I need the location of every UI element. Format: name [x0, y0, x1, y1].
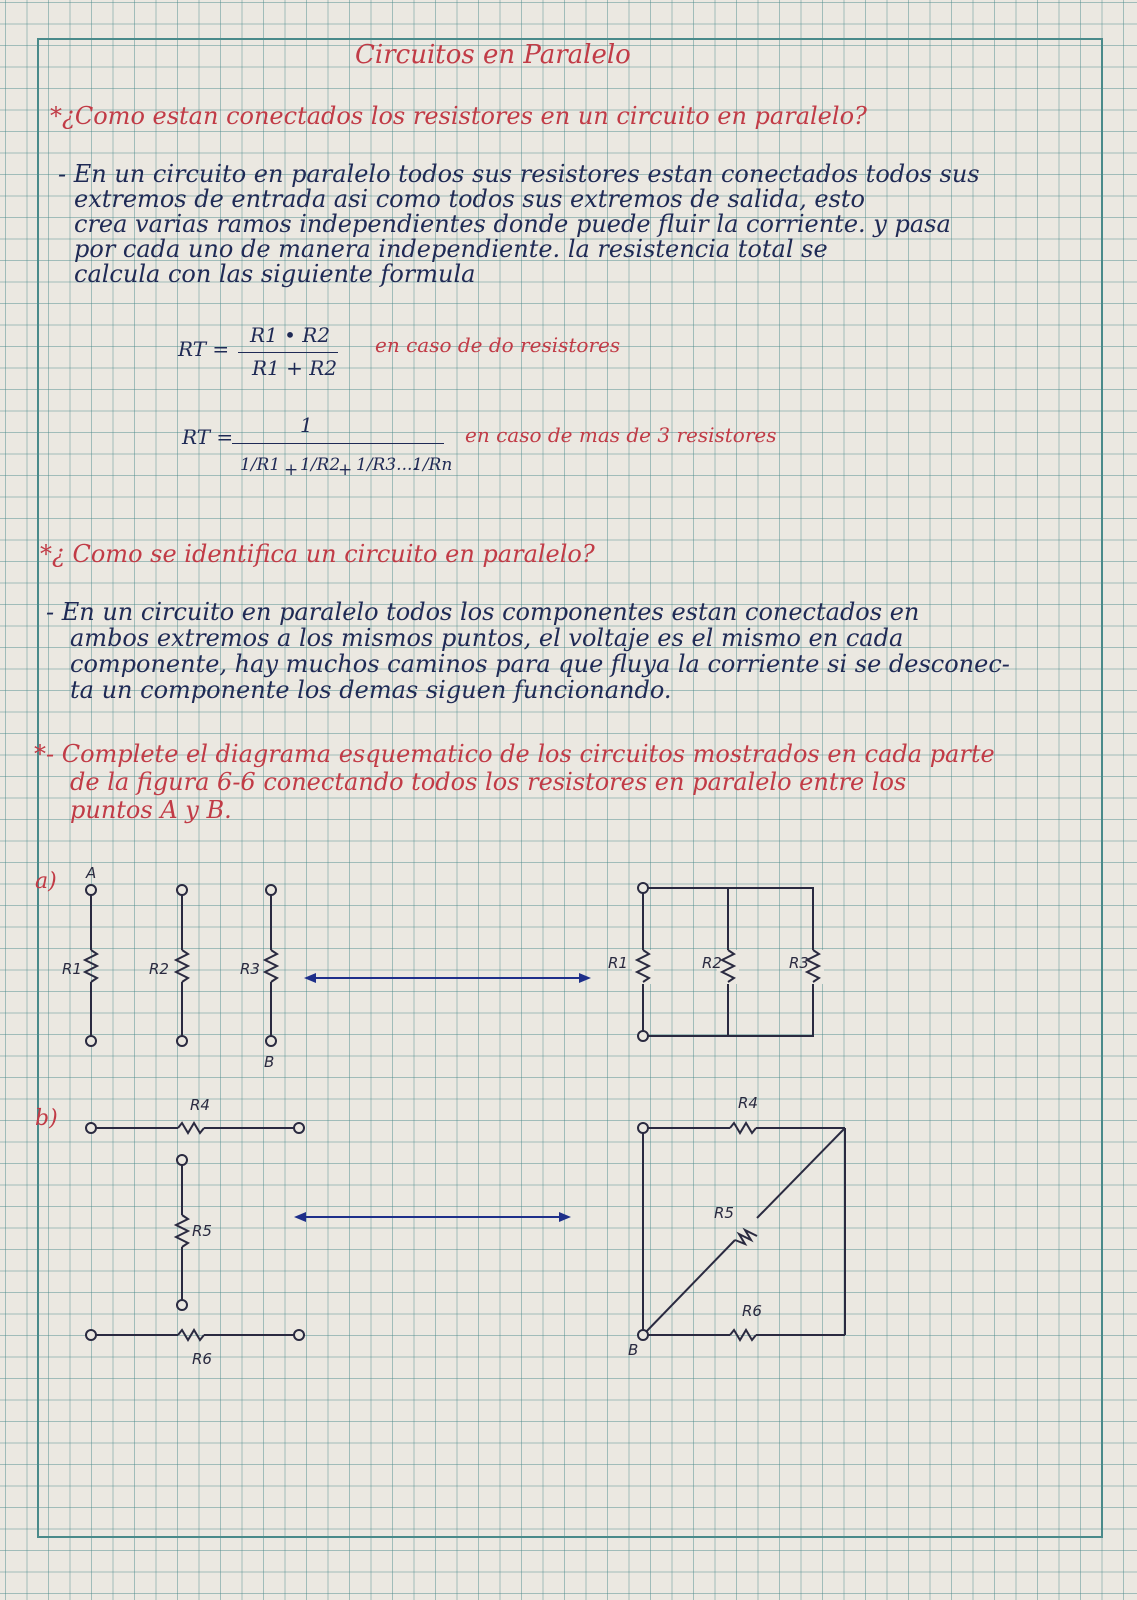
branch-r1-unconnected	[85, 885, 97, 1046]
answer-2-line: - En un circuito en paralelo todos los componentes estan conectados en	[46, 598, 920, 626]
formula-2-lhs: RT =	[182, 425, 234, 449]
formula-1-numerator: R1 • R2	[250, 323, 331, 347]
branch-r3-unconnected	[265, 885, 277, 1046]
answer-1-line: crea varias ramos independientes donde puede fluir la corriente. y pasa	[74, 210, 951, 238]
label-r3: R3	[240, 960, 260, 978]
answer-2-line: ambos extremos a los mismos puntos, el voltaje es el mismo en cada	[70, 624, 904, 652]
answer-2-line: componente, hay muchos caminos para que fluya la corriente si se desconec-	[70, 650, 1010, 678]
part-b-label: b)	[35, 1106, 58, 1131]
label-b: B	[264, 1053, 275, 1071]
formula-2-term: 1/Rn	[412, 455, 453, 475]
label-b: B	[628, 1341, 639, 1359]
question-3-line: de la figura 6-6 conectando todos los resistores en paralelo entre los	[70, 768, 907, 796]
formula-2-term: 1/R2	[300, 455, 341, 475]
formula-2-plus: +	[338, 460, 353, 480]
formula-2-note: en caso de mas de 3 resistores	[465, 423, 777, 447]
label-r1: R1	[62, 960, 82, 978]
question-3-line: *- Complete el diagrama esquematico de los circuitos mostrados en cada parte	[34, 740, 995, 768]
label-a: A	[86, 864, 97, 882]
question-1: *¿Como estan conectados los resistores en un circuito en paralelo?	[50, 102, 867, 130]
label-r5: R5	[714, 1204, 734, 1222]
question-2: *¿ Como se identifica un circuito en paralelo?	[40, 540, 595, 568]
answer-1-line: por cada uno de manera independiente. la resistencia total se	[74, 235, 828, 263]
answer-1-line: calcula con las siguiente formula	[74, 260, 476, 288]
label-r2: R2	[702, 954, 722, 972]
label-r4: R4	[738, 1094, 758, 1112]
page-title: Circuitos en Paralelo	[355, 40, 631, 70]
formula-2-term: 1/R3....	[356, 455, 418, 475]
label-r4: R4	[190, 1096, 210, 1114]
answer-1-line: - En un circuito en paralelo todos sus resistores estan conectados todos sus	[58, 160, 980, 188]
answer-1-line: extremos de entrada asi como todos sus extremos de salida, esto	[74, 185, 865, 213]
label-r2: R2	[149, 960, 169, 978]
formula-1-note: en caso de do resistores	[375, 333, 621, 357]
formula-2-term: 1/R1	[240, 455, 281, 475]
part-a-label: a)	[35, 869, 57, 894]
label-r5: R5	[192, 1222, 212, 1240]
label-r3: R3	[789, 954, 809, 972]
formula-2-plus: +	[284, 460, 299, 480]
label-r6: R6	[192, 1350, 212, 1368]
label-r6: R6	[742, 1302, 762, 1320]
question-3-line: puntos A y B.	[70, 796, 232, 824]
label-r1: R1	[608, 954, 628, 972]
answer-2-line: ta un componente los demas siguen funcionando.	[70, 676, 672, 704]
branch-r2-unconnected	[176, 885, 188, 1046]
formula-1-denominator: R1 + R2	[252, 356, 338, 380]
formula-1-lhs: RT =	[178, 337, 230, 361]
formula-2-numerator: 1	[300, 413, 313, 437]
